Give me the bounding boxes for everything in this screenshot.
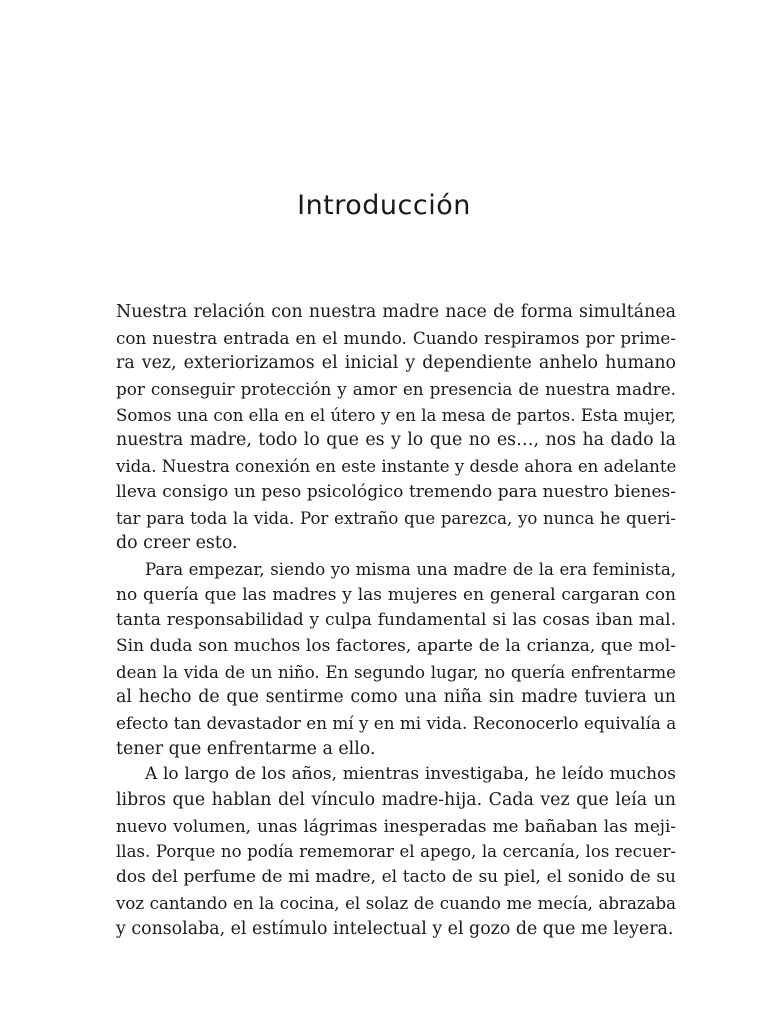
text-line: nuestra madre, todo lo que es y lo que no es…, nos ha dado la (116, 430, 676, 451)
text-line: llas. Porque no podía rememorar el apego, la cercanía, los recuer- (116, 842, 676, 862)
text-line: tener que enfrentarme a ello. (116, 738, 376, 759)
text-line: do creer esto. (116, 533, 238, 554)
text-line: voz cantando en la cocina, el solaz de cuando me mecía, abrazaba (116, 893, 676, 913)
text-line: al hecho de que sentirme como una niña sin madre tuviera un (116, 687, 676, 708)
text-line: con nuestra entrada en el mundo. Cuando respiramos por prime- (116, 327, 676, 348)
text-line: Sin duda son muchos los factores, aparte de la crianza, que mol- (116, 635, 676, 656)
text-line: A lo largo de los años, mientras investigaba, he leído muchos (145, 764, 676, 785)
text-line: efecto tan devastador en mí y en mi vida. Reconocerlo equivalía a (116, 713, 677, 733)
text-line: Para empezar, siendo yo misma una madre de la era feminista, (145, 559, 676, 579)
text-line: Somos una con ella en el útero y en la mesa de partos. Esta mujer, (116, 405, 677, 425)
text-line: tar para toda la vida. Por extraño que parezca, yo nunca he queri- (116, 508, 676, 528)
text-line: ra vez, exteriorizamos el inicial y dependiente anhelo humano (116, 353, 676, 374)
paragraph-1 (116, 300, 676, 557)
text-line: libros que hablan del vínculo madre-hija. Cada vez que leía un (116, 790, 676, 811)
text-line: tanta responsabilidad y culpa fundamental si las cosas iban mal. (116, 610, 676, 631)
body-text (116, 300, 676, 942)
text-line: Nuestra relación con nuestra madre nace de forma simultánea (116, 302, 676, 322)
text-line: dos del perfume de mi madre, el tacto de su piel, el sonido de su (116, 867, 676, 888)
text-line: vida. Nuestra conexión en este instante y desde ahora en adelante (116, 457, 677, 477)
text-line: dean la vida de un niño. En segundo lugar, no quería enfrentarme (116, 662, 676, 682)
text-line: lleva consigo un peso psicológico tremendo para nuestro bienes- (116, 481, 676, 502)
text-line: y consolaba, el estímulo intelectual y el gozo de que me leyera. (116, 918, 674, 939)
text-line: nuevo volumen, unas lágrimas inesperadas me bañaban las meji- (116, 815, 676, 836)
paragraph-2 (116, 557, 676, 763)
text-line: por conseguir protección y amor en presencia de nuestra madre. (116, 379, 676, 400)
text-line: no quería que las madres y las mujeres en general cargaran con (116, 584, 676, 605)
chapter-title: Introducción (297, 190, 471, 221)
paragraph-3 (116, 762, 676, 942)
